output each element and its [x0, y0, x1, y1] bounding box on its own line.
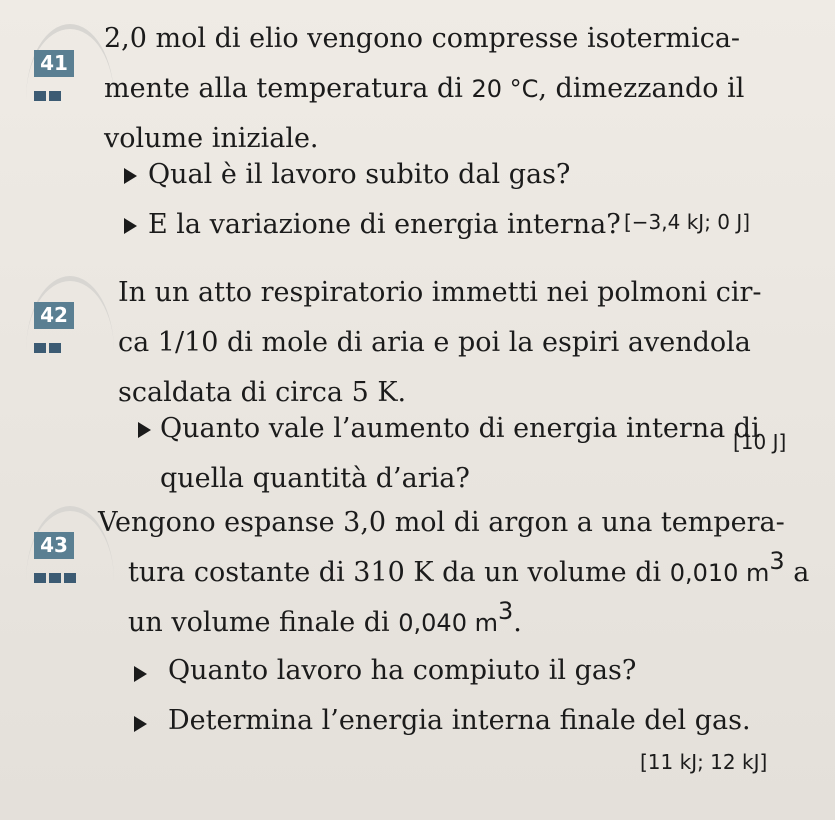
question: Quanto vale l’aumento di energia interna di [160, 413, 760, 444]
problem-text-line: tura costante di 310 K da un volume di 0,010 $m^3$ a [128, 547, 810, 588]
final-volume: 0,040 m [398, 609, 498, 637]
temperature-value: 20 °C [471, 75, 539, 103]
problem-text-line: 2,0 mol di elio vengono compresse isotermica- [104, 23, 741, 54]
problem-number: 43 [34, 532, 74, 559]
bullet-arrow-icon [134, 666, 147, 682]
bullet-arrow-icon [138, 422, 151, 438]
bullet-arrow-icon [124, 168, 137, 184]
difficulty-indicator [34, 86, 64, 96]
problem-number: 41 [34, 50, 74, 77]
problem-text-line: scaldata di circa 5 K. [118, 377, 407, 408]
problem-number-badge [28, 290, 80, 342]
bullet-arrow-icon [124, 218, 137, 234]
problem-text-line: In un atto respiratorio immetti nei polmoni cir- [118, 277, 762, 308]
problem-number-badge [28, 520, 80, 572]
question: quella quantità d’aria? [160, 463, 470, 494]
problem-number-badge [28, 38, 80, 90]
initial-volume: 0,010 m [669, 559, 770, 587]
difficulty-indicator [34, 568, 79, 578]
problem-text-line: Vengono espanse 3,0 mol di argon a una tempera- [98, 507, 785, 538]
bullet-arrow-icon [134, 716, 147, 732]
problem-number: 42 [34, 302, 74, 329]
answer: [10 J] [733, 430, 787, 454]
problem-text-line: volume iniziale. [104, 123, 319, 154]
question: Quanto lavoro ha compiuto il gas? [168, 655, 637, 686]
answer: [11 kJ; 12 kJ] [640, 750, 768, 774]
problem-text-line: un volume finale di 0,040 $m^3$. [128, 597, 522, 638]
difficulty-indicator [34, 338, 64, 348]
problem-text-line: ca 1/10 di mole di aria e poi la espiri avendola [118, 327, 751, 358]
problem-text-line: mente alla temperatura di 20 °C, dimezzando il [104, 73, 745, 104]
question: E la variazione di energia interna? [148, 209, 621, 240]
answer: [−3,4 kJ; 0 J] [624, 210, 751, 234]
question: Qual è il lavoro subito dal gas? [148, 159, 571, 190]
question: Determina l’energia interna finale del gas. [168, 705, 751, 736]
